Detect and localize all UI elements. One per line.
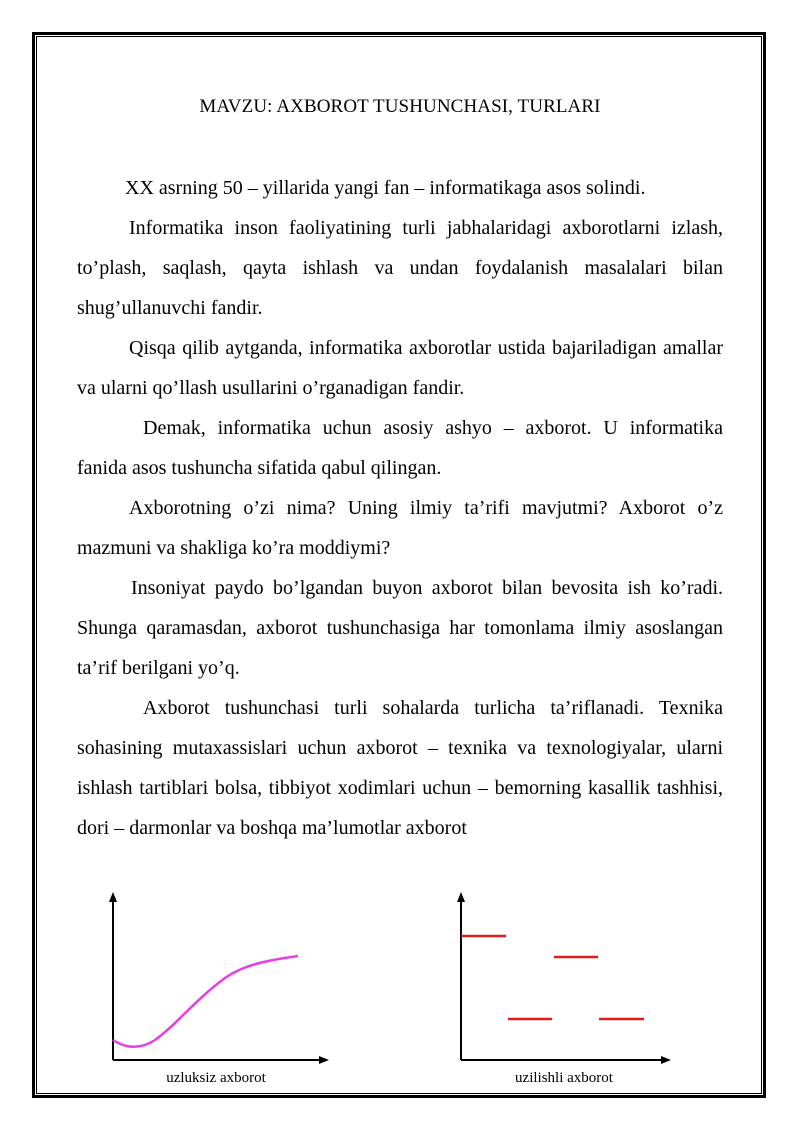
continuous-info-graph — [95, 890, 335, 1070]
body-text — [77, 168, 723, 848]
continuous-caption: uzluksiz axborot — [166, 1070, 266, 1086]
continuous-curve — [113, 956, 298, 1047]
paragraph-3: Qisqa qilib aytganda, informatika axborotlar ustida bajariladigan amallar va ularni qo’llash usullarini o’rganadigan fandir. — [77, 337, 723, 399]
x-axis-arrow — [319, 1056, 329, 1064]
paragraph-4: Demak, informatika uchun asosiy ashyo – axborot. U informatika fanida asos tushuncha sifatida qabul qilingan. — [77, 417, 723, 479]
paragraph-5: Axborotning o’zi nima? Uning ilmiy ta’rifi mavjutmi? Axborot o’z mazmuni va shakliga ko’ra moddiymi? — [77, 497, 723, 559]
y-axis-arrow — [457, 892, 465, 902]
paragraph-2: Informatika inson faoliyatining turli jabhalaridagi axborotlarni izlash, to’plash, saqlash, qayta ishlash va undan foydalanish masalalari bilan shug’ullanuvchi fandir. — [77, 217, 723, 319]
page-title: MAVZU: AXBOROT TUSHUNCHASI, TURLARI — [199, 96, 601, 117]
paragraph-1: XX asrning 50 – yillarida yangi fan – informatikaga asos solindi. — [125, 177, 646, 199]
paragraph-6: Insoniyat paydo bo’lgandan buyon axborot bilan bevosita ish ko’radi. Shunga qaramasdan, axborot tushunchasiga har tomonlama ilmiy asoslangan ta’rif berilgani yo’q. — [77, 577, 723, 679]
x-axis-arrow — [661, 1056, 671, 1064]
y-axis-arrow — [109, 892, 117, 902]
discrete-info-graph — [443, 890, 683, 1070]
discrete-caption: uzilishli axborot — [515, 1070, 613, 1086]
paragraph-7: Axborot tushunchasi turli sohalarda turlicha ta’riflanadi. Texnika sohasining mutaxassislari uchun axborot – texnika va texnologiyalar, ularni ishlash tartiblari bolsa, tibbiyot xodimlari uchun – bemorning kasallik tashhisi, dori – darmonlar va boshqa ma’lumotlar axborot — [77, 697, 723, 839]
